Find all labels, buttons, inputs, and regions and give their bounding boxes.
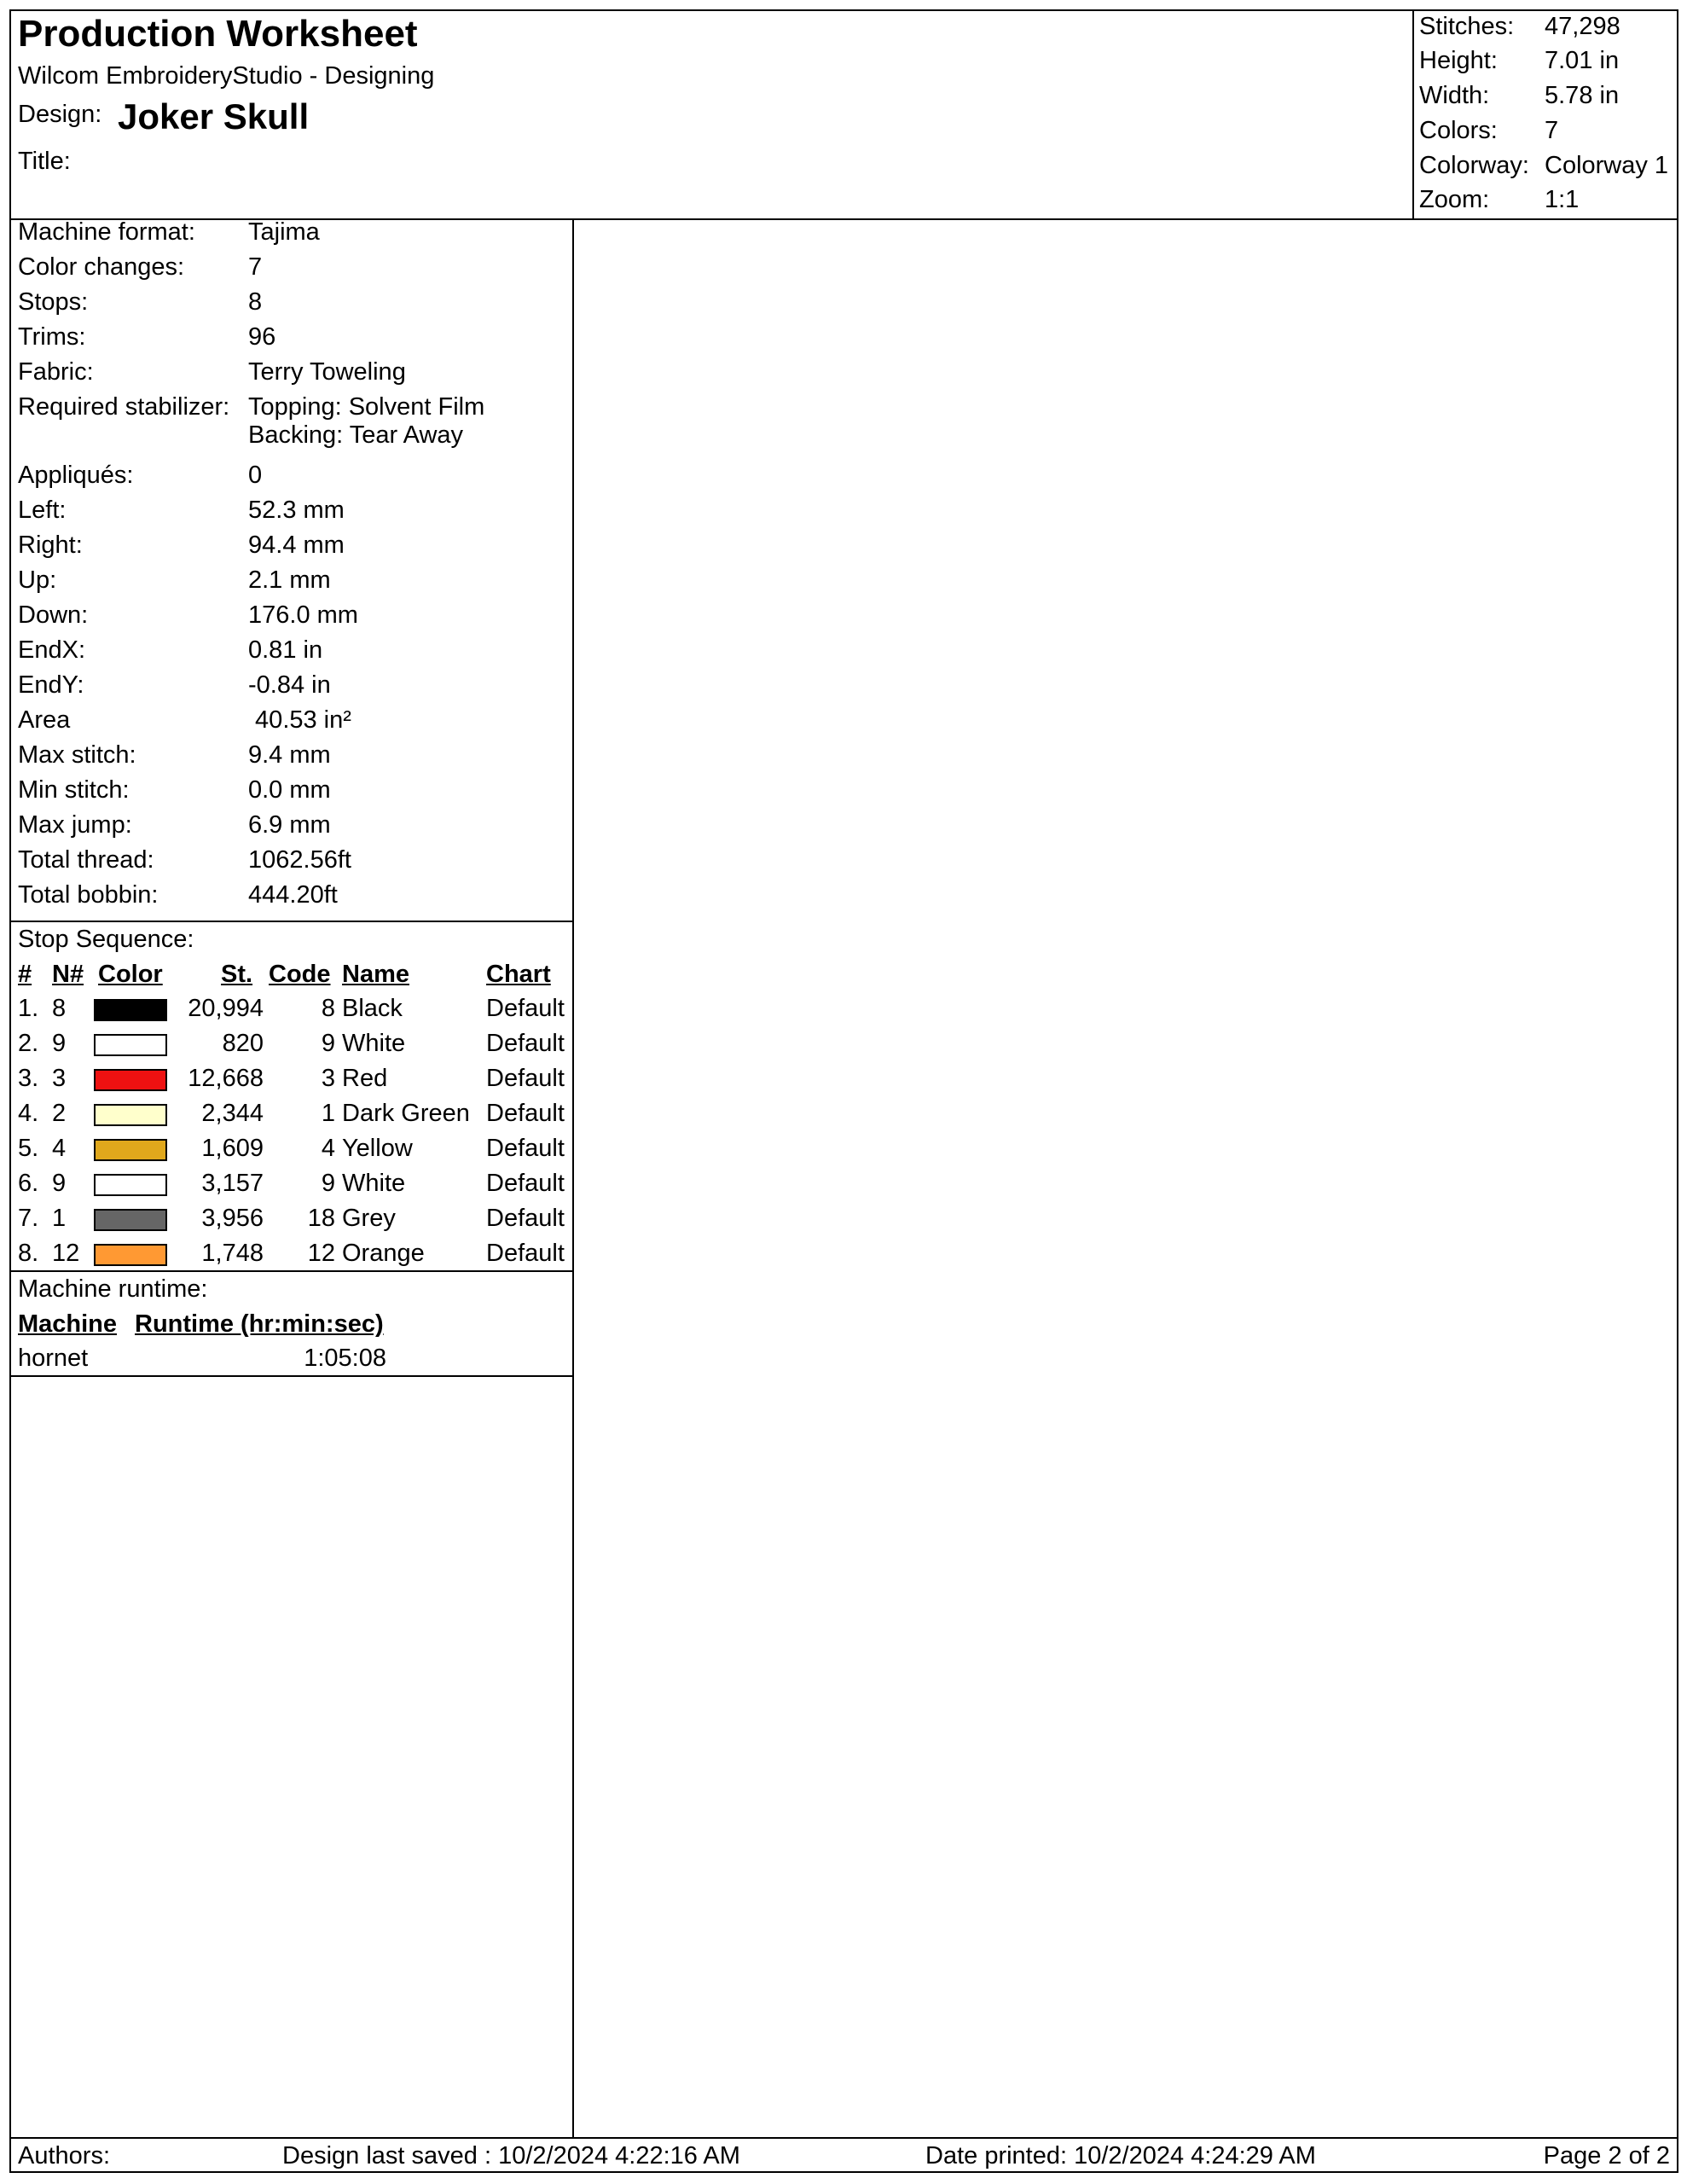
prop-value: 6.9 mm [248, 811, 331, 839]
stat-value: 7.01 in [1545, 47, 1620, 74]
row-color-name: Yellow [342, 1135, 413, 1162]
color-swatch [94, 999, 167, 1021]
stat-value: 7 [1545, 117, 1559, 144]
row-number: 4. [18, 1100, 39, 1127]
title-label: Title: [18, 148, 71, 175]
row-number: 8. [18, 1240, 39, 1267]
prop-label: Up: [18, 566, 57, 594]
prop-value: 2.1 mm [248, 566, 331, 594]
prop-label: Max stitch: [18, 741, 136, 769]
row-code: 9 [321, 1170, 335, 1197]
page-title: Production Worksheet [18, 13, 418, 55]
row-chart: Default [486, 1100, 565, 1127]
row-chart: Default [486, 1205, 565, 1232]
row-stitches: 3,956 [201, 1205, 264, 1232]
row-needle: 8 [52, 995, 67, 1022]
stat-value: Colorway 1 [1545, 152, 1669, 179]
row-code: 8 [321, 995, 335, 1022]
row-code: 9 [321, 1030, 335, 1057]
row-needle: 1 [52, 1205, 67, 1232]
row-stitches: 1,748 [201, 1240, 264, 1267]
prop-value: -0.84 in [248, 671, 331, 699]
prop-label: EndY: [18, 671, 84, 699]
prop-label: Total thread: [18, 846, 154, 874]
prop-value: 444.20ft [248, 881, 338, 909]
col-header-code: Code [269, 961, 331, 988]
row-needle: 2 [52, 1100, 67, 1127]
prop-value: Tajima [248, 218, 320, 246]
prop-label: Max jump: [18, 811, 132, 839]
col-header-name: Name [342, 961, 409, 988]
stat-value: 1:1 [1545, 186, 1580, 213]
col-header-machine: Machine [18, 1310, 118, 1338]
row-needle: 9 [52, 1170, 67, 1197]
row-needle: 4 [52, 1135, 67, 1162]
row-chart: Default [486, 1240, 565, 1267]
prop-value: Topping: Solvent Film [248, 393, 485, 421]
prop-value: 9.4 mm [248, 741, 331, 769]
row-stitches: 820 [222, 1030, 264, 1057]
prop-value: 52.3 mm [248, 497, 345, 524]
color-swatch [94, 1034, 167, 1056]
footer-date-printed: Date printed: 10/2/2024 4:24:29 AM [925, 2142, 1316, 2169]
row-chart: Default [486, 1065, 565, 1092]
prop-value: 0.81 in [248, 636, 323, 664]
row-number: 7. [18, 1205, 39, 1232]
row-code: 12 [307, 1240, 335, 1267]
prop-label: Total bobbin: [18, 881, 159, 909]
prop-value: Terry Toweling [248, 358, 406, 386]
prop-value: Backing: Tear Away [248, 421, 464, 449]
prop-label: EndX: [18, 636, 85, 664]
prop-label: Fabric: [18, 358, 94, 386]
stat-label: Zoom: [1419, 186, 1490, 213]
prop-label: Appliqués: [18, 462, 134, 489]
stat-label: Colors: [1419, 117, 1498, 144]
prop-value: 96 [248, 323, 276, 351]
worksheet-footer [11, 2137, 1677, 2173]
row-number: 3. [18, 1065, 39, 1092]
row-color-name: Black [342, 995, 403, 1022]
row-color-name: White [342, 1030, 406, 1057]
row-chart: Default [486, 1170, 565, 1197]
col-header-needle: N# [52, 961, 84, 988]
stop-sequence-label: Stop Sequence: [18, 926, 194, 953]
col-header-stitches: St. [221, 961, 253, 988]
section-divider [11, 921, 572, 922]
prop-value: 176.0 mm [248, 601, 358, 629]
row-stitches: 3,157 [201, 1170, 264, 1197]
runtime-machine-name: hornet [18, 1345, 89, 1372]
prop-label: Right: [18, 531, 83, 559]
col-header-chart: Chart [486, 961, 551, 988]
row-color-name: Red [342, 1065, 388, 1092]
row-stitches: 12,668 [188, 1065, 264, 1092]
prop-label: Down: [18, 601, 89, 629]
col-header-color: Color [98, 961, 163, 988]
footer-page-number: Page 2 of 2 [1543, 2142, 1670, 2169]
app-name: Wilcom EmbroideryStudio - Designing [18, 62, 435, 90]
stat-label: Width: [1419, 82, 1490, 109]
prop-label: Stops: [18, 288, 89, 316]
color-swatch [94, 1069, 167, 1091]
row-code: 4 [321, 1135, 335, 1162]
color-swatch [94, 1209, 167, 1231]
row-needle: 3 [52, 1065, 67, 1092]
prop-label: Machine format: [18, 218, 195, 246]
design-name: Joker Skull [118, 96, 310, 136]
design-label: Design: [18, 101, 102, 128]
col-header-num: # [18, 961, 32, 988]
section-divider [11, 1375, 572, 1377]
row-stitches: 2,344 [201, 1100, 264, 1127]
machine-runtime-label: Machine runtime: [18, 1275, 208, 1303]
prop-label: Trims: [18, 323, 86, 351]
worksheet-header [11, 11, 1677, 220]
row-code: 3 [321, 1065, 335, 1092]
prop-value: 1062.56ft [248, 846, 351, 874]
row-stitches: 20,994 [188, 995, 264, 1022]
stat-label: Stitches: [1419, 13, 1515, 40]
stat-value: 5.78 in [1545, 82, 1620, 109]
section-divider [11, 1270, 572, 1272]
prop-value: 0 [248, 462, 263, 489]
row-color-name: Dark Green [342, 1100, 470, 1127]
color-swatch [94, 1174, 167, 1196]
row-code: 18 [307, 1205, 335, 1232]
color-swatch [94, 1104, 167, 1126]
row-color-name: Orange [342, 1240, 425, 1267]
prop-label: Required stabilizer: [18, 393, 230, 421]
worksheet-page [9, 9, 1678, 2173]
row-stitches: 1,609 [201, 1135, 264, 1162]
row-chart: Default [486, 1030, 565, 1057]
prop-value: 8 [248, 288, 263, 316]
stat-label: Height: [1419, 47, 1498, 74]
row-code: 1 [321, 1100, 335, 1127]
row-number: 1. [18, 995, 39, 1022]
prop-label: Left: [18, 497, 67, 524]
prop-value: 0.0 mm [248, 776, 331, 804]
prop-label: Min stitch: [18, 776, 130, 804]
col-header-runtime: Runtime (hr:min:sec) [135, 1310, 384, 1338]
row-number: 6. [18, 1170, 39, 1197]
properties-column [11, 218, 574, 2137]
prop-value: 40.53 in² [248, 706, 351, 734]
color-swatch [94, 1139, 167, 1161]
stat-value: 47,298 [1545, 13, 1620, 40]
row-number: 5. [18, 1135, 39, 1162]
prop-label: Color changes: [18, 253, 185, 281]
footer-authors: Authors: [18, 2142, 110, 2169]
runtime-value: 1:05:08 [304, 1345, 386, 1372]
footer-last-saved: Design last saved : 10/2/2024 4:22:16 AM [282, 2142, 740, 2169]
stat-label: Colorway: [1419, 152, 1529, 179]
row-color-name: White [342, 1170, 406, 1197]
row-chart: Default [486, 1135, 565, 1162]
row-number: 2. [18, 1030, 39, 1057]
prop-value: 7 [248, 253, 263, 281]
row-needle: 12 [52, 1240, 80, 1267]
row-color-name: Grey [342, 1205, 396, 1232]
design-stats-panel [1412, 11, 1678, 218]
row-needle: 9 [52, 1030, 67, 1057]
row-chart: Default [486, 995, 565, 1022]
prop-label: Area [18, 706, 71, 734]
color-swatch [94, 1244, 167, 1266]
prop-value: 94.4 mm [248, 531, 345, 559]
